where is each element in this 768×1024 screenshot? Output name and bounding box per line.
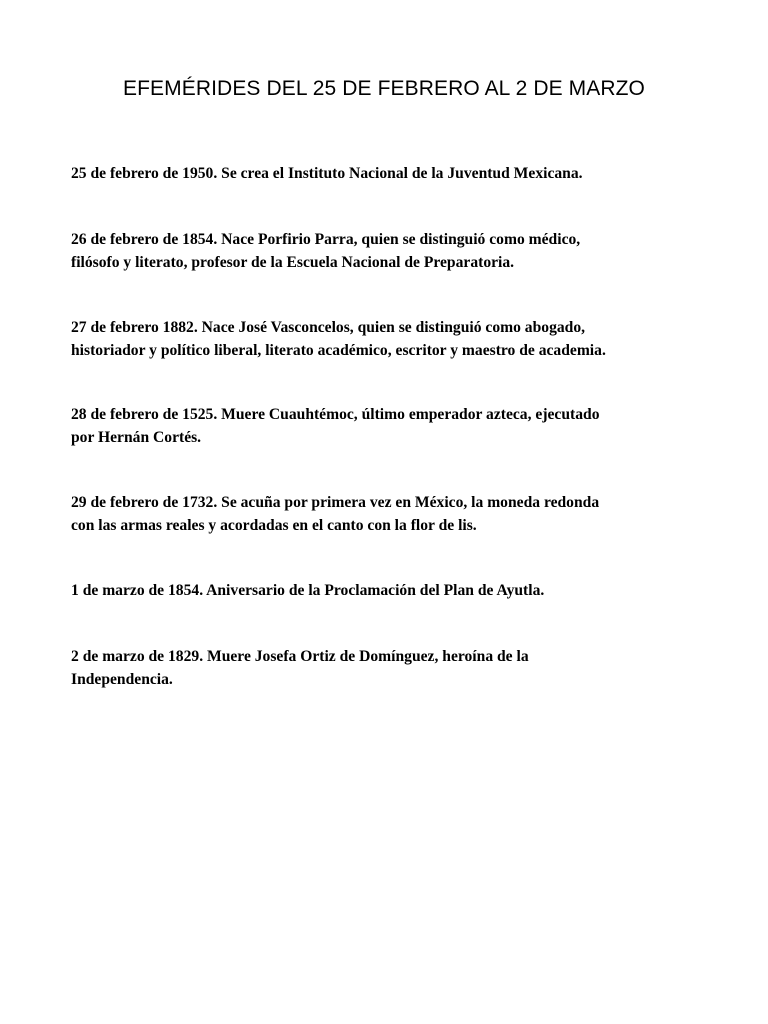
entry-line: 28 de febrero de 1525. Muere Cuauhtémoc, último emperador azteca, ejecutado (71, 406, 600, 423)
ephemeris-entry (71, 162, 583, 185)
ephemeris-entry (71, 316, 606, 362)
entry-line: 2 de marzo de 1829. Muere Josefa Ortiz de Domínguez, heroína de la (71, 648, 529, 665)
entry-line: con las armas reales y acordadas en el canto con la flor de lis. (71, 517, 477, 534)
entry-line: 26 de febrero de 1854. Nace Porfirio Parra, quien se distinguió como médico, (71, 231, 581, 248)
entry-line: filósofo y literato, profesor de la Escuela Nacional de Preparatoria. (71, 254, 515, 271)
document-title: EFEMÉRIDES DEL 25 DE FEBRERO AL 2 DE MARZO (123, 77, 645, 100)
entry-line: por Hernán Cortés. (71, 429, 202, 446)
ephemeris-entry (71, 228, 580, 274)
ephemeris-entry (71, 491, 599, 537)
ephemeris-entry (71, 645, 529, 691)
entry-line: historiador y político liberal, literato académico, escritor y maestro de academia. (71, 342, 606, 359)
entry-line: 1 de marzo de 1854. Aniversario de la Proclamación del Plan de Ayutla. (71, 582, 545, 599)
ephemeris-entry (71, 403, 600, 449)
entry-line: 29 de febrero de 1732. Se acuña por primera vez en México, la moneda redonda (71, 494, 600, 511)
entry-line: 27 de febrero 1882. Nace José Vasconcelos, quien se distinguió como abogado, (71, 319, 586, 336)
ephemeris-entry (71, 579, 544, 602)
entry-line: Independencia. (71, 671, 173, 688)
entry-line: 25 de febrero de 1950. Se crea el Instituto Nacional de la Juventud Mexicana. (71, 165, 583, 182)
